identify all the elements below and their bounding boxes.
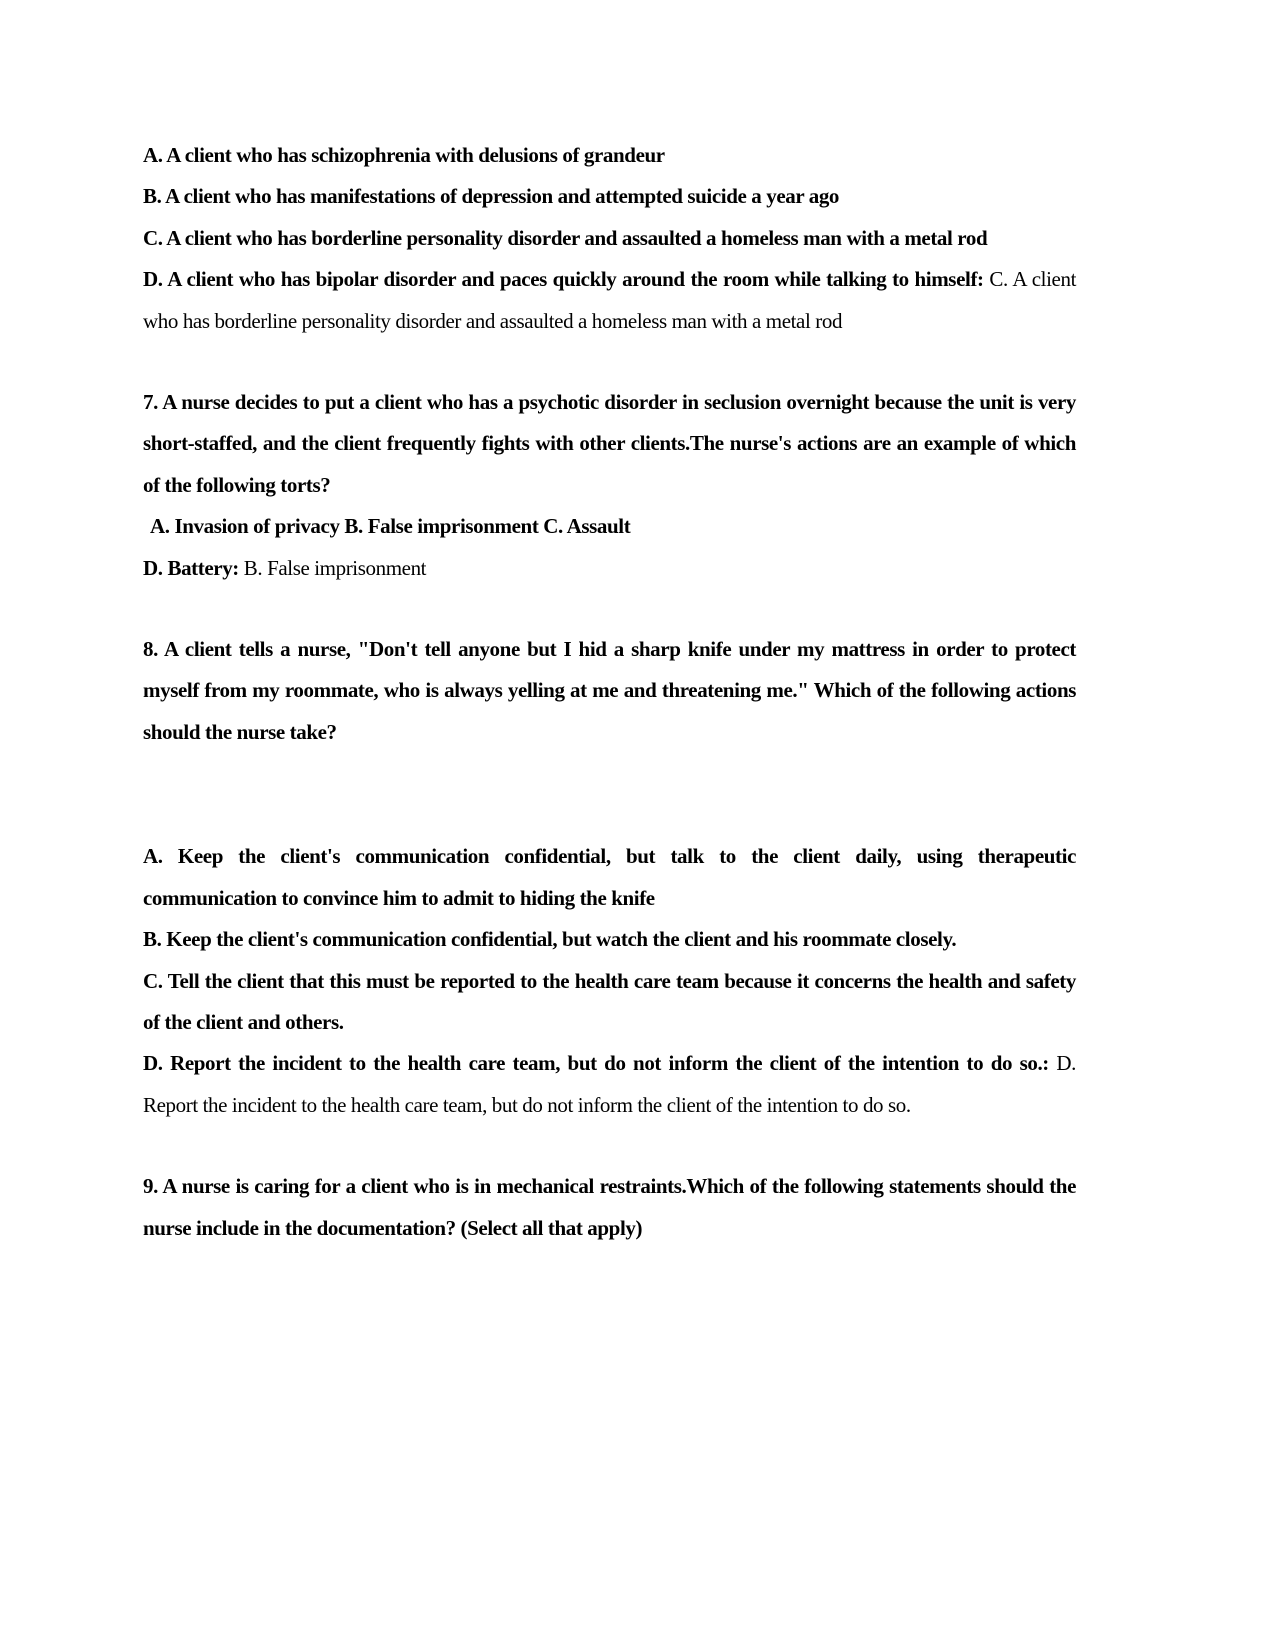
q7-option-d-label: D. Battery: [143,555,239,580]
question8-stem-block [143,629,1076,753]
question6-options-block [143,135,1076,342]
q7-stem: 7. A nurse decides to put a client who has a psychotic disorder in seclusion overnight because the unit is very short-staffed, and the client frequently fights with other clients.The nurse's actions are an example of which of the following torts? [143,390,1076,497]
document-content [143,135,1076,1249]
q6-answer-text: C. A client who has borderline personality disorder and assaulted a homeless man with a metal rod [143,267,1077,333]
q6-option-b: B. A client who has manifestations of depression and attempted suicide a year ago [143,184,840,209]
q8-option-c: C. Tell the client that this must be reported to the health care team because it concerns the health and safety of the client and others. [143,968,1076,1034]
q8-answer-text: D. Report the incident to the health care team, but do not inform the client of the intention to do so. [143,1051,1076,1117]
q8-option-a: A. Keep the client's communication confidential, but talk to the client daily, using therapeutic communication to convince him to admit to hiding the knife [143,844,1076,910]
q6-option-a: A. A client who has schizophrenia with delusions of grandeur [143,143,665,167]
q6-option-c: C. A client who has borderline personality disorder and assaulted a homeless man with a metal rod [143,225,988,250]
q7-options-line: A. Invasion of privacy B. False imprisonment C. Assault [150,514,631,539]
question8-options-block [143,836,1076,1126]
q7-answer-text: B. False imprisonment [238,555,427,580]
q6-option-d-label: D. A client who has bipolar disorder and paces quickly around the room while talking to himself: [143,267,984,292]
question7-block [143,382,1076,589]
q8-stem: 8. A client tells a nurse, "Don't tell anyone but I hid a sharp knife under my mattress in order to protect myself from my roommate, who is always yelling at me and threatening me." Which of the following actions should the nurse take? [143,637,1076,744]
q8-option-b: B. Keep the client's communication confidential, but watch the client and his roommate closely. [143,927,957,952]
q7-answer-line [143,548,1076,589]
q8-option-d-with-answer [143,1043,1076,1126]
q9-stem: 9. A nurse is caring for a client who is in mechanical restraints.Which of the following statements should the nurse include in the documentation? (Select all that apply) [143,1174,1076,1240]
q6-option-d-with-answer [143,259,1076,342]
question9-block [143,1166,1076,1249]
q8-option-d-label: D. Report the incident to the health care team, but do not inform the client of the intention to do so.: [143,1051,1049,1076]
